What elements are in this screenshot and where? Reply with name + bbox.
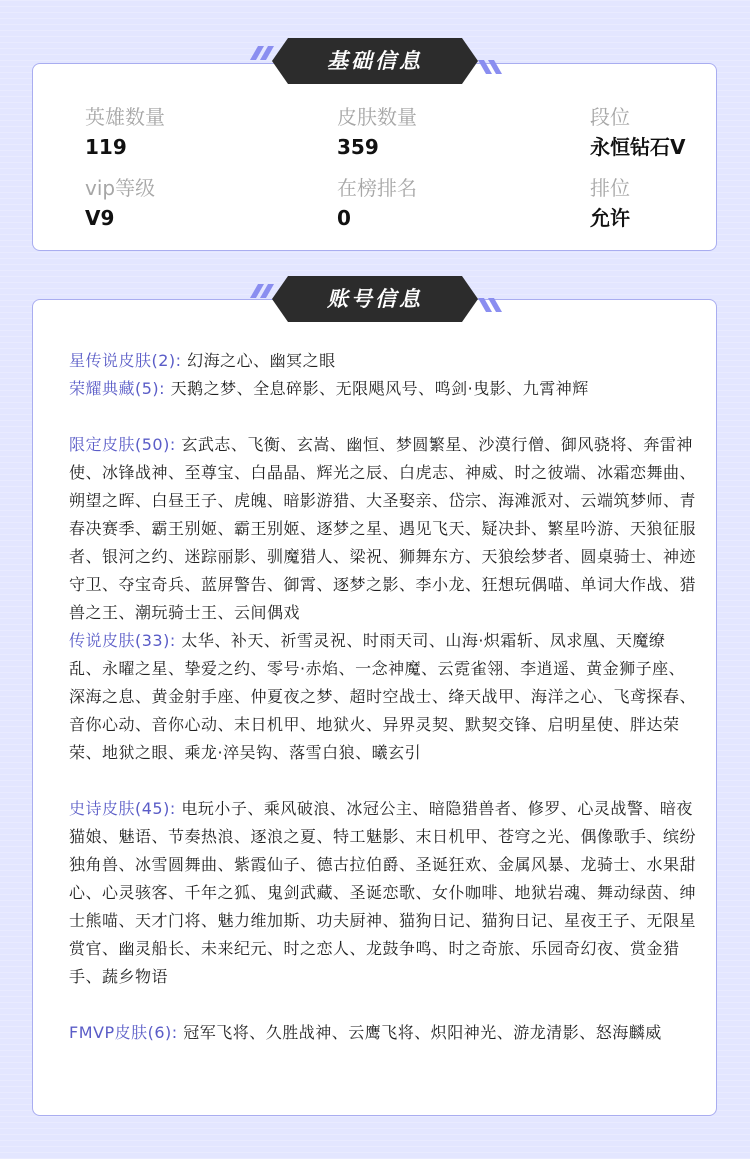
basic-info-banner bbox=[248, 38, 502, 84]
skin-items: 电玩小子、乘风破浪、冰冠公主、暗隐猎兽者、修罗、心灵战警、暗夜猫娘、魅语、节奏热浪、逐浪之夏、特工魅影、末日机甲、苍穹之光、偶像歌手、缤纷独角兽、冰雪圆舞曲、紫霞仙子、德古拉伯爵、圣诞狂欢、金属风暴、龙骑士、水果甜心、心灵骇客、千年之狐、鬼剑武藏、圣诞恋歌、女仆咖啡、地狱岩魂、舞动绿茵、绅士熊喵、天才门将、魅力维加斯、功夫厨神、猫狗日记、猫狗日记、星夜王子、无限星赏官、幽灵船长、未来纪元、时之恋人、龙鼓争鸣、时之奇旅、乐园奇幻夜、赏金猎手、蔬乡物语 bbox=[69, 799, 697, 986]
skin-items: 幻海之心、幽冥之眼 bbox=[187, 351, 336, 370]
account-info-card bbox=[32, 299, 717, 1116]
stat-ranked-allowed bbox=[590, 173, 750, 233]
account-info-banner bbox=[248, 276, 502, 322]
skin-items: 冠军飞将、久胜战神、云鹰飞将、炽阳神光、游龙清影、怒海麟威 bbox=[183, 1023, 662, 1042]
spacer bbox=[69, 991, 697, 1019]
stat-value: 359 bbox=[337, 135, 379, 159]
stat-label: 在榜排名 bbox=[337, 176, 417, 200]
stat-rank-tier bbox=[590, 102, 750, 162]
skin-category-label: 星传说皮肤(2): bbox=[69, 351, 182, 370]
stat-value: V9 bbox=[85, 206, 115, 230]
stat-vip-level bbox=[85, 173, 285, 233]
stat-value: 119 bbox=[85, 135, 127, 159]
spacer bbox=[69, 767, 697, 795]
stat-hero-count bbox=[85, 102, 285, 162]
stat-label: 皮肤数量 bbox=[337, 105, 417, 129]
stat-skin-count bbox=[337, 102, 537, 162]
stat-value: 0 bbox=[337, 206, 351, 230]
skin-group-legend bbox=[69, 627, 697, 767]
skin-category-label: 限定皮肤(50): bbox=[69, 435, 176, 454]
basic-info-title: 基础信息 bbox=[327, 49, 423, 73]
spacer bbox=[69, 403, 697, 431]
stat-value: 允许 bbox=[590, 206, 630, 230]
skin-group-limited bbox=[69, 431, 697, 627]
skin-category-label: 荣耀典藏(5): bbox=[69, 379, 166, 398]
stats-grid bbox=[85, 102, 705, 242]
skin-items: 太华、补天、祈雪灵祝、时雨天司、山海·炽霜斩、凤求凰、天魔缭乱、永曜之星、挚爱之约、零号·赤焰、一念神魔、云霓雀翎、李逍遥、黄金狮子座、深海之息、黄金射手座、仲夏夜之梦、超时空战士、绛天战甲、海洋之心、飞鸢探春、音你心动、音你心动、末日机甲、地狱火、异界灵契、默契交锋、启明星使、胖达荣荣、地狱之眼、乘龙·淬吴钩、落雪白狼、曦玄引 bbox=[69, 631, 697, 762]
account-info-title: 账号信息 bbox=[327, 287, 423, 311]
skin-group-glory-collection bbox=[69, 375, 697, 403]
stat-label: 英雄数量 bbox=[85, 105, 165, 129]
stat-label: 段位 bbox=[590, 105, 630, 129]
skin-items: 天鹅之梦、全息碎影、无限飓风号、鸣剑·曳影、九霄神辉 bbox=[170, 379, 589, 398]
basic-info-card bbox=[32, 63, 717, 251]
skin-list bbox=[69, 347, 697, 1047]
skin-category-label: 传说皮肤(33): bbox=[69, 631, 176, 650]
skin-group-epic bbox=[69, 795, 697, 991]
stat-label: 排位 bbox=[590, 176, 630, 200]
stat-leaderboard-rank bbox=[337, 173, 537, 233]
skin-category-label: 史诗皮肤(45): bbox=[69, 799, 176, 818]
stat-label: vip等级 bbox=[85, 176, 156, 200]
skin-category-label: FMVP皮肤(6): bbox=[69, 1023, 178, 1042]
skin-group-star-legend bbox=[69, 347, 697, 375]
stat-value: 永恒钻石V bbox=[590, 135, 686, 159]
skin-group-fmvp bbox=[69, 1019, 697, 1047]
skin-items: 玄武志、飞衡、玄嵩、幽恒、梦圆繁星、沙漠行僧、御风骁将、奔雷神使、冰锋战神、至尊宝、白晶晶、辉光之辰、白虎志、神威、时之彼端、冰霜恋舞曲、朔望之晖、白昼王子、虎魄、暗影游猎、大圣娶亲、岱宗、海滩派对、云端筑梦师、青春决赛季、霸王别姬、霸王别姬、逐梦之星、遇见飞天、疑决卦、繁星吟游、天狼征服者、银河之约、迷踪丽影、驯魔猎人、梁祝、狮舞东方、天狼绘梦者、圆桌骑士、神迹守卫、夺宝奇兵、蓝屏警告、御霄、逐梦之影、李小龙、狂想玩偶喵、单词大作战、猎兽之王、潮玩骑士王、云间偶戏 bbox=[69, 435, 697, 622]
